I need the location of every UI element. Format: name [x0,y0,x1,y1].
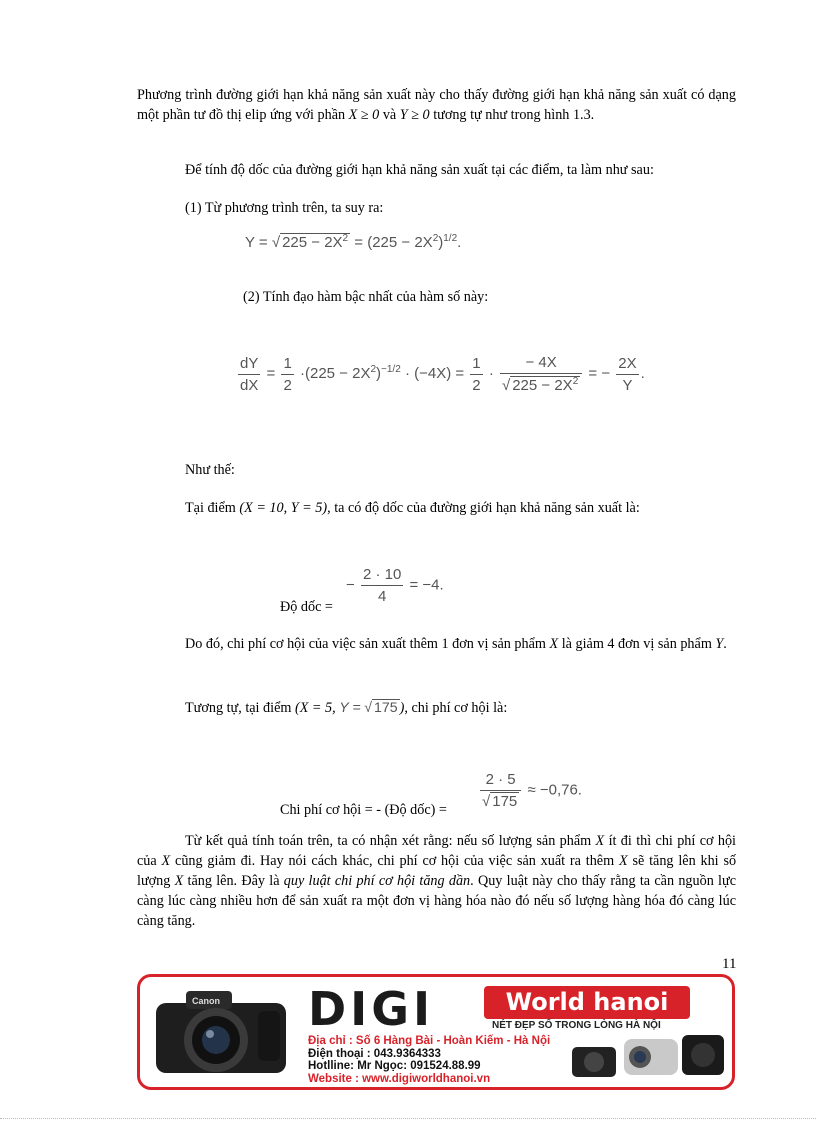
paragraph-law: Từ kết quả tính toán trên, ta có nhận xét rằng: nếu số lượng sản phẩm X ít đi thì chi phí cơ hội của X cũng giảm đi. Hay nói cách khác, chi phí cơ hội của việc sản xuất ra thêm X sẽ tăng lên khi số lượng X tăng lên. Đây là quy luật chi phí cơ hội tăng dần. Quy luật này cho thấy rằng ta cần nguồn lực càng lúc càng nhiều hơn để sản xuất ra một đơn vị hàng hóa nào đó nếu số lượng hàng hóa đó càng lúc càng tăng. [137,833,737,929]
equation-derivative: $\frac{dY}{dX}$ = $\frac{1}{2}$ $\cdot(225 - 2X^2)^{-1/2} \cdot (-4X)$ = $\frac{1}{2}$ · $\frac{- 4X}{√ 225 - 2X^2}$ = − $\frac{2X}{Y}$ . [240,354,645,394]
paragraph-opportunity-cost: Do đó, chi phí cơ hội của việc sản xuất thêm 1 đơn vị sản phẩm X là giảm 4 đơn vị sản phẩm Y. [185,636,727,652]
point-10-5: (X = 10, Y = 5) [239,500,328,516]
step-1: (1) Từ phương trình trên, ta suy ra: [185,200,384,216]
address: Địa chỉ : Số 6 Hàng Bài - Hoàn Kiếm - Hà Nội [308,1035,551,1047]
slope-equation: − $\frac{2 \cdot 10}{4}$ = −4. [346,566,444,605]
step-2: (2) Tính đạo hàm bậc nhất của hàm số này: [243,289,489,305]
cost-label: Chi phí cơ hội = - (Độ dốc) = [280,802,447,818]
cost-equation: $\frac{2 \cdot 5}{√ 175}$ ≈ −0,76. [482,771,582,810]
paragraph-slope-intro: Để tính độ dốc của đường giới hạn khả năng sản xuất tại các điểm, ta làm như sau: [185,162,654,178]
camera-icon [146,985,296,1077]
contact-info [308,1035,550,1085]
advertisement-banner[interactable] [137,974,735,1090]
paragraph-ellipse: Phương trình đường giới hạn khả năng sản xuất này cho thấy đường giới hạn khả năng sản xuất có dạng một phần tư đồ thị elip ứng với phần X ≥ 0 và Y ≥ 0 tương tự như trong hình 1.3. [137,87,736,123]
page-bottom-rule [0,1118,816,1119]
phone: Điện thoại : 043.9364333 [308,1047,441,1060]
slope-label: Độ dốc = [280,599,333,615]
law-name: quy luật chi phí cơ hội tăng dần [283,873,471,889]
svg-text:Canon: Canon [192,996,220,1006]
nhu-the-label: Như thế: [185,462,235,478]
devices-icon [568,1025,728,1083]
digi-logo: DIGI [308,982,435,1036]
condition-y: Y ≥ 0 [399,107,430,123]
point-sentence: Tại điểm (X = 10, Y = 5), ta có độ dốc của đường giới hạn khả năng sản xuất là: [185,500,640,516]
page-number: 11 [722,956,737,972]
banner-slogan: NÉT ĐẸP SỐ TRONG LÒNG HÀ NỘI [492,1020,661,1031]
hotline: Hotlline: Mr Ngọc: 091524.88.99 [308,1060,481,1072]
condition-x: X ≥ 0 [348,107,380,123]
world-hanoi-logo: World hanoi [484,986,690,1019]
similar-point-sentence: Tương tự, tại điểm (X = 5, Y = √ 175 ), chi phí cơ hội là: [185,700,508,716]
equation-y: Y = √ $225 - 2X^2 = (225 - 2X^2)^{1/2}$. [245,233,462,251]
website-link[interactable]: Website : www.digiworldhanoi.vn [308,1072,491,1085]
